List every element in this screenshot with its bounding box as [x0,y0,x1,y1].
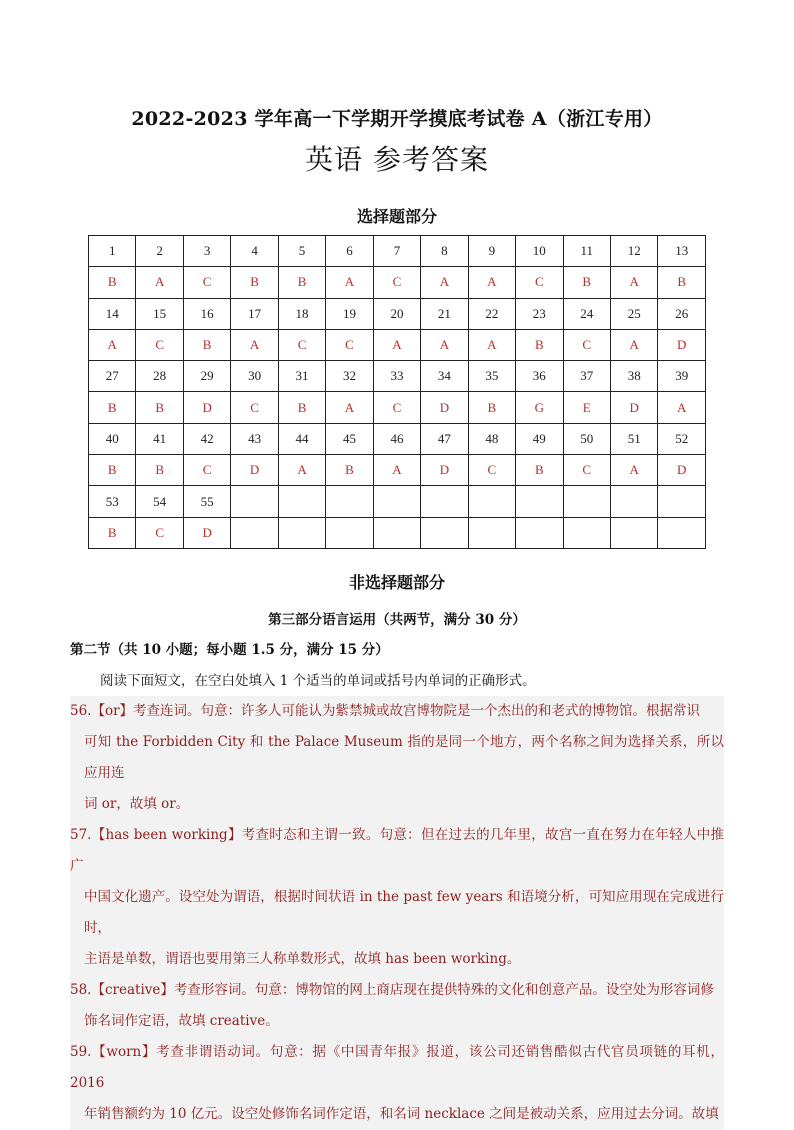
question-number-cell [326,486,373,517]
answer-cell: B [658,267,706,298]
question-number-cell: 12 [610,236,657,267]
answer-cell: B [563,267,610,298]
answer-cell: B [516,329,563,360]
question-number-cell: 28 [136,361,183,392]
part3-heading: 第三部分语言运用（共两节，满分 30 分） [268,612,526,628]
question-number-cell [373,486,420,517]
question-number-cell: 47 [421,423,468,454]
document-title: 2022-2023 学年高一下学期开学摸底考试卷 A（浙江专用） [131,108,663,130]
explanation-line: 58.【creative】考查形容词。句意：博物馆的网上商店现在提供特殊的文化和创意产品。设空处为形容词修 [70,982,714,998]
explanation-item-57 [70,820,724,975]
question-number-cell [468,486,515,517]
question-number-cell: 26 [658,298,706,329]
question-number-cell: 23 [516,298,563,329]
question-number-cell: 13 [658,236,706,267]
answer-cell: C [373,267,420,298]
question-number-cell: 54 [136,486,183,517]
question-number-cell: 33 [373,361,420,392]
question-number-cell: 55 [183,486,230,517]
explanation-line: 中国文化遗产。设空处为谓语，根据时间状语 in the past few years 和语境分析，可知应用现在完成进行时， [84,889,724,936]
answer-cell: A [610,267,657,298]
question-number-cell [278,486,325,517]
answer-cell [373,517,420,548]
question-number-cell: 3 [183,236,230,267]
question-number-cell [658,486,706,517]
question-number-cell: 7 [373,236,420,267]
answer-row [89,267,706,298]
question-number-row [89,423,706,454]
question-number-cell: 50 [563,423,610,454]
question-number-cell: 17 [231,298,278,329]
question-number-cell: 46 [373,423,420,454]
answer-cell: B [136,392,183,423]
section2-heading: 第二节（共 10 小题；每小题 1.5 分，满分 15 分） [70,642,389,658]
answer-explanations [70,696,724,1130]
explanation-item-58 [70,975,724,1037]
answer-row [89,392,706,423]
question-number-cell: 19 [326,298,373,329]
answer-table [88,235,706,549]
question-number-cell: 52 [658,423,706,454]
answer-cell [658,517,706,548]
question-number-cell: 11 [563,236,610,267]
answer-cell: B [136,455,183,486]
answer-cell: B [326,455,373,486]
answer-cell: C [136,517,183,548]
question-number-cell: 48 [468,423,515,454]
explanation-line: 59.【worn】考查非谓语动词。句意：据《中国青年报》报道，该公司还销售酷似古代官员项链的耳机，2016 [70,1044,724,1091]
question-number-cell: 5 [278,236,325,267]
question-number-cell: 30 [231,361,278,392]
question-number-cell: 15 [136,298,183,329]
question-number-cell: 2 [136,236,183,267]
question-number-cell: 41 [136,423,183,454]
answer-cell: B [183,329,230,360]
explanation-line: 饰名词作定语，故填 creative。 [84,1013,279,1029]
answer-cell [278,517,325,548]
answer-cell: D [421,392,468,423]
answer-cell: C [183,267,230,298]
answer-row [89,517,706,548]
question-number-cell: 20 [373,298,420,329]
answer-cell: C [563,329,610,360]
instruction-text: 阅读下面短文，在空白处填入 1 个适当的单词或括号内单词的正确形式。 [100,673,536,689]
answer-cell: D [658,455,706,486]
answer-cell: D [183,517,230,548]
question-number-cell: 9 [468,236,515,267]
answer-cell: A [278,455,325,486]
explanation-line: 主语是单数，谓语也要用第三人称单数形式，故填 has been working。 [84,951,521,967]
explanation-line: 词 or，故填 or。 [84,796,190,812]
question-number-cell: 40 [89,423,136,454]
question-number-cell [610,486,657,517]
answer-cell: C [326,329,373,360]
question-number-cell: 6 [326,236,373,267]
question-number-cell: 1 [89,236,136,267]
explanation-line: 可知 the Forbidden City 和 the Palace Museum 指的是同一个地方，两个名称之间为选择关系，所以应用连 [84,734,724,781]
answer-cell: C [231,392,278,423]
answer-cell: A [326,267,373,298]
answer-cell: B [516,455,563,486]
question-number-cell: 45 [326,423,373,454]
question-number-cell: 51 [610,423,657,454]
answer-cell [231,517,278,548]
question-number-cell: 39 [658,361,706,392]
choice-section-heading: 选择题部分 [356,207,437,226]
answer-cell: E [563,392,610,423]
answer-cell: B [468,392,515,423]
answer-cell: B [278,392,325,423]
answer-cell: A [658,392,706,423]
answer-cell: B [231,267,278,298]
question-number-cell [421,486,468,517]
answer-cell: C [516,267,563,298]
answer-cell: A [421,267,468,298]
answer-cell: D [610,392,657,423]
question-number-row [89,361,706,392]
answer-cell: D [183,392,230,423]
document-subtitle: 英语 参考答案 [305,143,489,176]
question-number-cell [516,486,563,517]
answer-cell [610,517,657,548]
answer-cell: C [278,329,325,360]
question-number-cell: 49 [516,423,563,454]
question-number-cell: 22 [468,298,515,329]
question-number-cell: 16 [183,298,230,329]
question-number-cell: 32 [326,361,373,392]
answer-cell [326,517,373,548]
answer-cell: A [373,455,420,486]
answer-cell: A [326,392,373,423]
question-number-cell: 31 [278,361,325,392]
answer-cell: B [89,392,136,423]
question-number-cell: 44 [278,423,325,454]
answer-row [89,455,706,486]
answer-cell: D [658,329,706,360]
answer-cell: A [373,329,420,360]
answer-cell: A [610,455,657,486]
answer-cell: B [278,267,325,298]
answer-cell: A [468,267,515,298]
explanation-line: 57.【has been working】考查时态和主谓一致。句意：但在过去的几年里，故宫一直在努力在年轻人中推广 [70,827,724,874]
answer-cell: G [516,392,563,423]
question-number-cell: 53 [89,486,136,517]
answer-cell: A [136,267,183,298]
answer-cell: C [373,392,420,423]
question-number-cell: 37 [563,361,610,392]
explanation-item-59 [70,1037,724,1130]
question-number-row [89,236,706,267]
nonchoice-section-heading: 非选择题部分 [348,573,445,592]
answer-cell: C [468,455,515,486]
answer-cell: A [89,329,136,360]
question-number-cell [563,486,610,517]
question-number-cell: 38 [610,361,657,392]
question-number-cell: 24 [563,298,610,329]
question-number-cell: 25 [610,298,657,329]
question-number-cell: 21 [421,298,468,329]
answer-cell: A [468,329,515,360]
answer-cell: D [231,455,278,486]
explanation-item-56 [70,696,724,820]
answer-cell: C [183,455,230,486]
question-number-cell: 35 [468,361,515,392]
explanation-line: 年销售额约为 10 亿元。设空处修饰名词作定语，和名词 necklace 之间是被动关系，应用过去分词。故填 [84,1106,719,1122]
question-number-cell: 14 [89,298,136,329]
question-number-row [89,486,706,517]
question-number-row [89,298,706,329]
question-number-cell [231,486,278,517]
question-number-cell: 42 [183,423,230,454]
answer-cell: C [563,455,610,486]
question-number-cell: 36 [516,361,563,392]
question-number-cell: 10 [516,236,563,267]
question-number-cell: 43 [231,423,278,454]
answer-cell: D [421,455,468,486]
answer-cell: B [89,517,136,548]
answer-cell: B [89,455,136,486]
answer-cell [563,517,610,548]
answer-cell [468,517,515,548]
answer-cell: B [89,267,136,298]
question-number-cell: 4 [231,236,278,267]
question-number-cell: 34 [421,361,468,392]
question-number-cell: 18 [278,298,325,329]
answer-cell [421,517,468,548]
answer-cell: C [136,329,183,360]
answer-cell: A [610,329,657,360]
question-number-cell: 27 [89,361,136,392]
question-number-cell: 8 [421,236,468,267]
answer-cell: A [231,329,278,360]
question-number-cell: 29 [183,361,230,392]
answer-row [89,329,706,360]
explanation-line: 56.【or】考查连词。句意：许多人可能认为紫禁城或故宫博物院是一个杰出的和老式的博物馆。根据常识 [70,703,701,719]
answer-cell: A [421,329,468,360]
answer-cell [516,517,563,548]
